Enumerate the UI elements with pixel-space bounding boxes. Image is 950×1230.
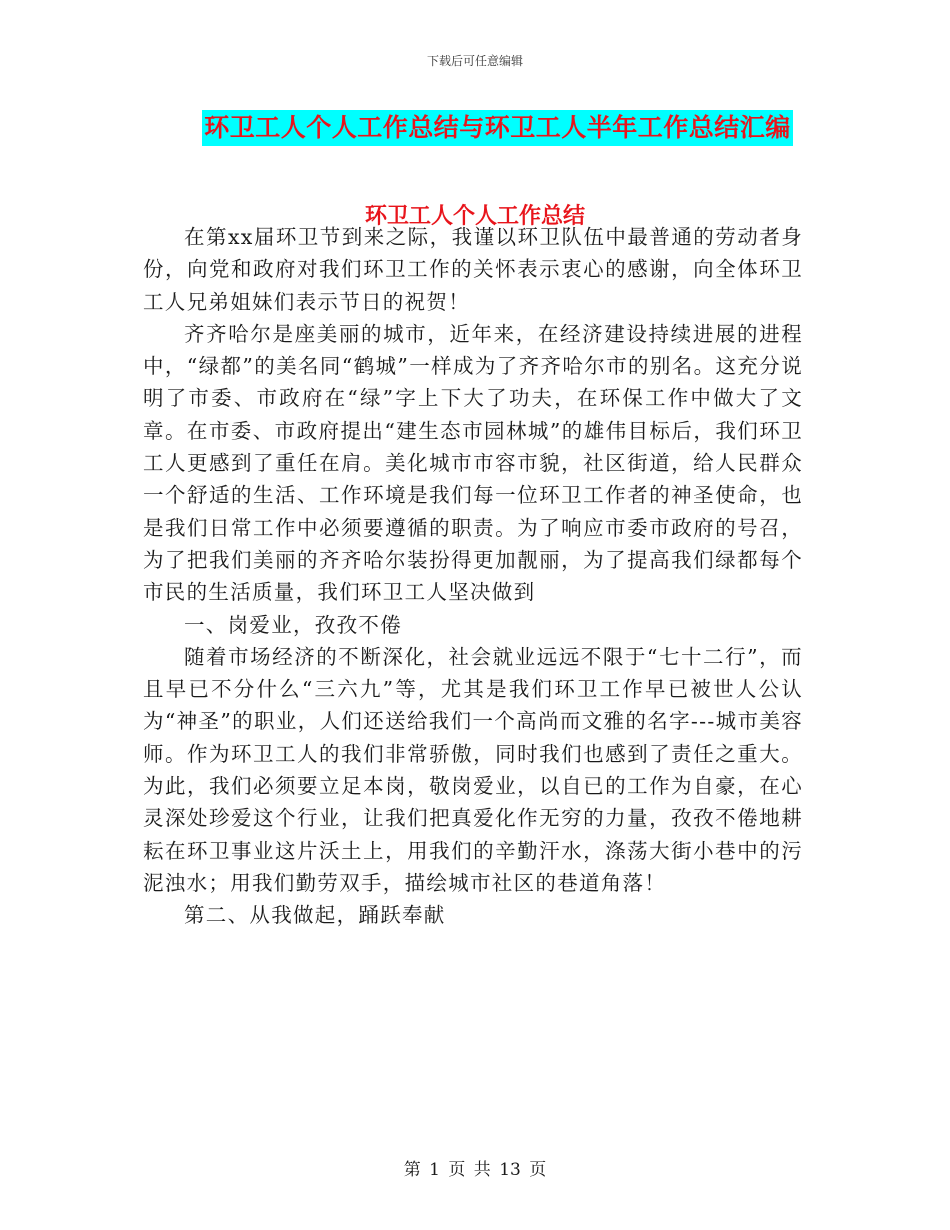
paragraph: 一、岗爱业，孜孜不倦 [184,612,402,637]
paragraph: 在第xx届环卫节到来之际，我谨以环卫队伍中最普通的劳动者身份，向党和政府对我们环卫工作的关怀表示衷心的感谢，向全体环卫工人兄弟姐妹们表示节日的祝贺！ [143,225,803,314]
document-body [143,221,803,932]
paragraph: 第二、从我做起，踊跃奉献 [184,903,446,928]
page-number-footer: 第 1 页 共 13 页 [403,1160,547,1180]
paragraph: 随着市场经济的不断深化，社会就业远远不限于“七十二行”，而且早已不分什么“三六九”等，尤其是我们环卫工作早已被世人公认为“神圣”的职业，人们还送给我们一个高尚而文雅的名字---城市美容师。作为环卫工人的我们非常骄傲，同时我们也感到了责任之重大。为此，我们必须要立足本岗，敬岗爱业，以自已的工作为自豪，在心灵深处珍爱这个行业，让我们把真爱化作无穷的力量，孜孜不倦地耕耘在环卫事业这片沃土上，用我们的辛勤汗水，涤荡大街小巷中的污泥浊水；用我们勤劳双手，描绘城市社区的巷道角落！ [143,644,803,895]
section-title: 环卫工人个人工作总结 [364,204,585,229]
main-title-container [0,110,950,146]
header-note: 下载后可任意编辑 [426,54,523,68]
paragraph: 齐齐哈尔是座美丽的城市，近年来，在经济建设持续进展的进程中，“绿都”的美名同“鹤城”一样成为了齐齐哈尔市的别名。这充分说明了市委、市政府在“绿”字上下大了功夫，在环保工作中做大了文章。在市委、市政府提出“建生态市园林城”的雄伟目标后，我们环卫工人更感到了重任在肩。美化城市市容市貌，社区街道，给人民群众一个舒适的生活、工作环境是我们每一位环卫工作者的神圣使命，也是我们日常工作中必须要遵循的职责。为了响应市委市政府的号召，为了把我们美丽的齐齐哈尔装扮得更加靓丽，为了提高我们绿都每个市民的生活质量，我们环卫工人坚决做到 [143,321,803,605]
main-title: 环卫工人个人工作总结与环卫工人半年工作总结汇编 [202,110,793,146]
